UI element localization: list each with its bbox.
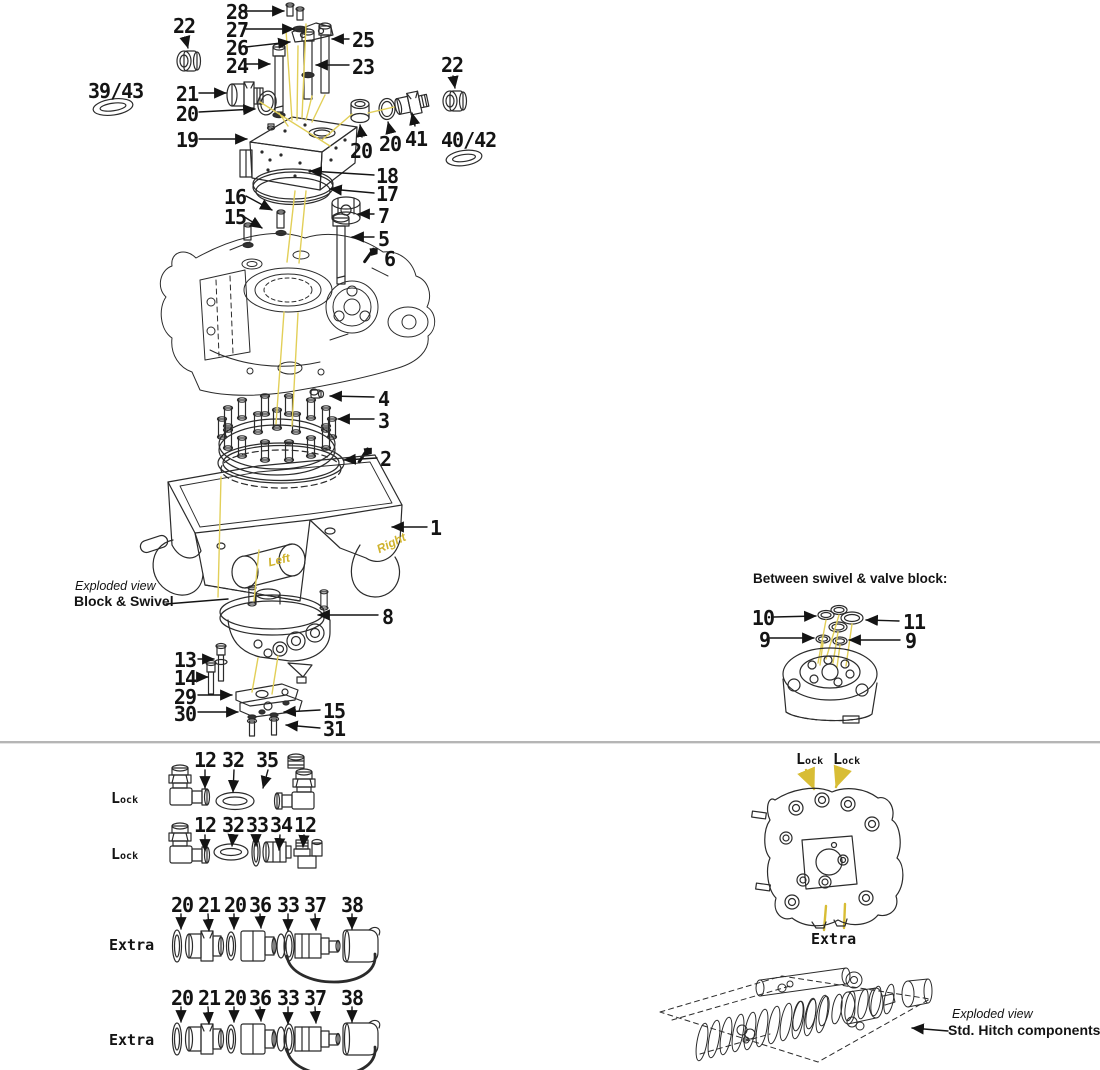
- row2-num-34: 34: [269, 813, 293, 837]
- callout-9-left: 9: [758, 628, 770, 652]
- row4-num-36: 36: [248, 986, 272, 1010]
- row2-num-32: 32: [221, 813, 245, 837]
- part-seal-32-row1: [216, 793, 254, 810]
- callout-13: 13: [173, 648, 196, 672]
- callout-7: 7: [378, 204, 390, 228]
- face-lock-label-2: [833, 750, 860, 768]
- part-plug-22-left: [177, 51, 201, 71]
- row2-num-33: 33: [245, 813, 269, 837]
- hitch-spring-2: [791, 979, 932, 1032]
- callout-20b: 20: [350, 139, 373, 163]
- row3-num-36: 36: [248, 893, 272, 917]
- part-seal-32-row2: [214, 844, 248, 860]
- hitch-caption: Std. Hitch components: [948, 1022, 1100, 1038]
- callout-24: 24: [225, 54, 248, 78]
- row4-num-20a: 20: [170, 986, 194, 1010]
- row4-num-33: 33: [276, 986, 300, 1010]
- part-swivel-cylinder: [783, 648, 877, 723]
- face-extra-label: Extra: [811, 930, 857, 948]
- row3-num-21: 21: [197, 893, 221, 917]
- part-nut-7: [332, 197, 360, 224]
- part-gland-20b: [351, 100, 369, 123]
- callout-20a: 20: [175, 102, 198, 126]
- part-nut-34: [263, 842, 291, 862]
- callout-31: 31: [323, 717, 346, 741]
- part-bolt-15b: [248, 715, 257, 736]
- callout-21: 21: [175, 82, 198, 106]
- row1-lock-big: L: [111, 789, 121, 807]
- part-extra-row-1: [173, 928, 380, 982]
- callout-16: 16: [223, 185, 246, 209]
- callout-8: 8: [382, 605, 394, 629]
- row3-extra-label: Extra: [109, 936, 155, 954]
- row3-num-20b: 20: [223, 893, 247, 917]
- part-extra-row-2: [173, 1021, 380, 1070]
- callout-10: 10: [751, 606, 774, 630]
- part-bolt-13: [215, 644, 227, 682]
- part-valve-block-face: [752, 788, 903, 928]
- row1-lock-label: [111, 789, 138, 807]
- hitch-spring-1: [694, 988, 895, 1062]
- callout-39-43: 39/43: [88, 79, 144, 103]
- callout-23: 23: [352, 55, 375, 79]
- face-lock2-big: L: [833, 750, 843, 768]
- orientation-right-label: Right: [374, 529, 409, 557]
- row3-num-38: 38: [340, 893, 364, 917]
- callout-5: 5: [378, 227, 390, 251]
- exploded-view-caption: Exploded view: [75, 579, 156, 593]
- tool-wrench-icon-6: [365, 246, 379, 264]
- callout-28: 28: [225, 0, 248, 24]
- callout-41: 41: [405, 127, 428, 151]
- row2-lock-small: ock: [120, 851, 139, 862]
- row2-lock-big: L: [111, 845, 121, 863]
- part-plug-22-right: [443, 91, 467, 111]
- face-lock1-small: ock: [805, 756, 824, 767]
- hitch-exploded-view-caption: Exploded view: [952, 1007, 1033, 1021]
- callout-3: 3: [378, 409, 390, 433]
- row2-num-12a: 12: [193, 813, 217, 837]
- callout-29: 29: [173, 685, 196, 709]
- callout-19: 19: [175, 128, 198, 152]
- callout-1: 1: [430, 516, 442, 540]
- callout-4: 4: [378, 387, 390, 411]
- callout-11: 11: [903, 610, 926, 634]
- row4-num-38: 38: [340, 986, 364, 1010]
- row1-lock-small: ock: [120, 795, 139, 806]
- row1-num-35: 35: [255, 748, 279, 772]
- block-swivel-caption: Block & Swivel: [74, 593, 174, 609]
- face-lock-label-1: [796, 750, 823, 768]
- callout-25: 25: [352, 28, 375, 52]
- callout-26: 26: [225, 36, 248, 60]
- part-main-body-1: [139, 455, 402, 601]
- part-top-bolts-28: [286, 3, 304, 20]
- row4-num-37: 37: [303, 986, 327, 1010]
- part-swivel-8: [220, 586, 330, 683]
- callout-18: 18: [376, 164, 399, 188]
- callout-15a: 15: [223, 205, 246, 229]
- callout-6: 6: [384, 247, 396, 271]
- hitch-top-rod: [756, 968, 862, 996]
- row2-lock-label: [111, 845, 138, 863]
- callout-arrows: [166, 11, 455, 728]
- face-lock2-small: ock: [842, 756, 861, 767]
- callout-22-left: 22: [173, 14, 196, 38]
- row3-num-37: 37: [303, 893, 327, 917]
- callout-30: 30: [173, 702, 196, 726]
- callout-17: 17: [376, 182, 399, 206]
- callout-22-right: 22: [441, 53, 464, 77]
- callout-20c: 20: [379, 132, 402, 156]
- part-fitting-12-row2: [294, 840, 322, 869]
- part-plug-4: [310, 389, 324, 398]
- row1-num-32: 32: [221, 748, 245, 772]
- callout-27: 27: [225, 18, 248, 42]
- callout-2: 2: [380, 447, 392, 471]
- row2-num-12b: 12: [293, 813, 317, 837]
- row4-extra-label: Extra: [109, 1031, 155, 1049]
- part-bolt-31: [270, 713, 279, 735]
- orientation-left-label: Left: [266, 550, 292, 570]
- callout-9-right: 9: [905, 629, 917, 653]
- row4-num-20b: 20: [223, 986, 247, 1010]
- part-bolt-16: [276, 210, 286, 236]
- row3-num-33: 33: [276, 893, 300, 917]
- callout-15b: 15: [323, 699, 346, 723]
- callout-14: 14: [173, 666, 196, 690]
- row1-num-12: 12: [193, 748, 217, 772]
- section-divider: [0, 741, 1100, 744]
- row3-num-20a: 20: [170, 893, 194, 917]
- row4-num-21: 21: [197, 986, 221, 1010]
- part-hitch-assembly: [660, 968, 948, 1062]
- face-lock1-big: L: [796, 750, 806, 768]
- callout-40-42: 40/42: [441, 128, 497, 152]
- part-valve-block-19: [240, 117, 357, 190]
- between-view-title: Between swivel & valve block:: [753, 571, 948, 586]
